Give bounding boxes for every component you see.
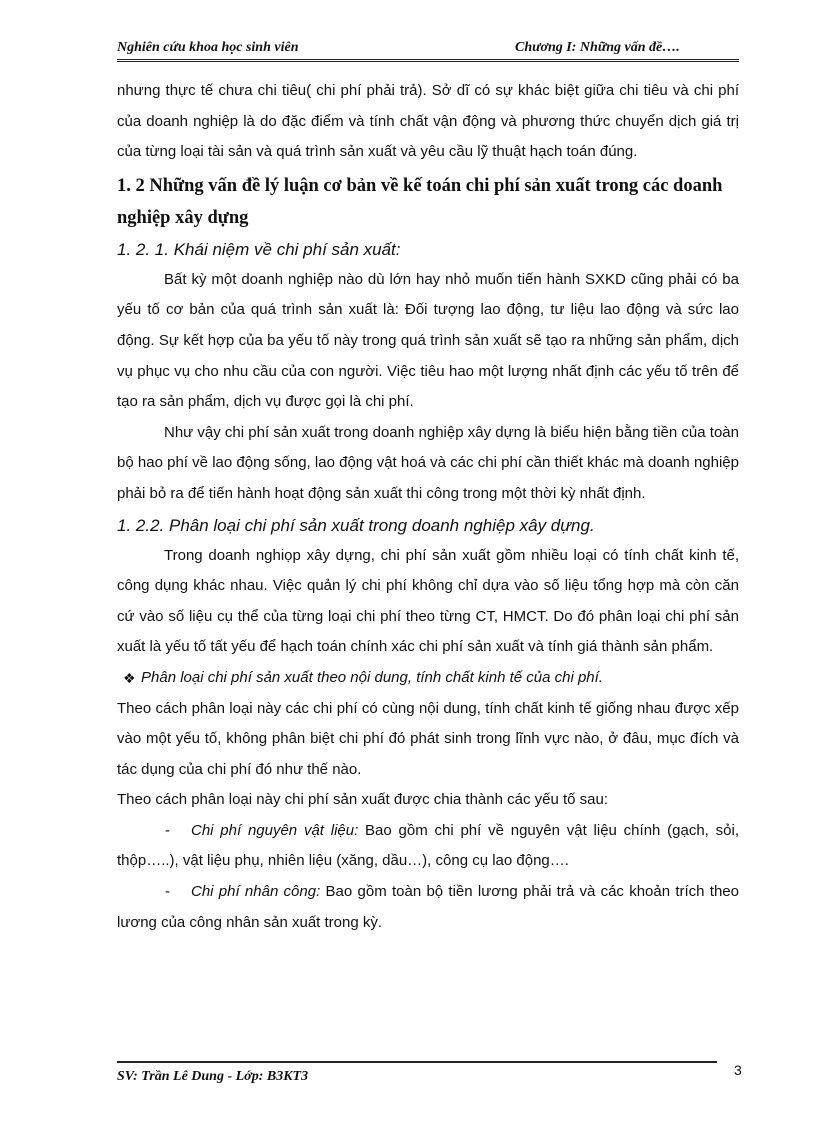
footer-author: SV: Trần Lê Dung - Lớp: B3KT3 [117,1069,309,1084]
bullet-item [117,663,739,694]
page-footer [117,1061,717,1091]
paragraph-list-intro: Theo cách phân loại này chi phí sản xuất được chia thành các yếu tố sau: [117,791,609,809]
footer-divider [117,1061,717,1063]
subsection-heading-classification: 1. 2.2. Phân loại chi phí sản xuất trong doanh nghiệp xây dựng. [117,515,595,535]
header-chapter: Chương I: Những vấn đề…. [515,40,680,55]
paragraph-method: Theo cách phân loại này các chi phí có cùng nội dung, tính chất kinh tế giống nhau được xếp vào một yếu tố, không phân biệt chi phí đó phát sinh trong lĩnh vực nào, ở đâu, mục đích và tác dụng của chi phí đó như thế nào. [117,699,739,778]
list-item-text: Bao gồm chi phí về nguyên vật liệu chính (gạch, sỏi, thộp…..), vật liệu phụ, nhiên liệu (xăng, dầu…), công cụ lao động…. [117,821,739,870]
dash-marker: - [165,821,170,839]
page-number: 3 [734,1062,742,1078]
header-title: Nghiên cứu khoa học sinh viên [117,40,299,55]
list-item-text: Bao gồm toàn bộ tiền lương phải trả và các khoản trích theo lương của công nhân sản xuất trong kỳ. [117,883,739,931]
section-heading: 1. 2 Những vấn đề lý luận cơ bản về kế toán chi phí sản xuất trong các doanh nghiệp xây dựng [117,175,723,228]
subsection-heading-concept: 1. 2. 1. Khái niệm về chi phí sản xuất: [117,239,401,259]
document-body [117,76,739,938]
page-header [117,38,739,62]
list-item-materials [117,816,739,877]
paragraph-definition: Bất kỳ một doanh nghiệp nào dù lớn hay nhỏ muốn tiến hành SXKD cũng phải có ba yếu tố cơ bản của quá trình sản xuất là: Đối tượng lao động, tư liệu lao động và sức lao động. Sự kết hợp của ba yếu tố này trong quá trình sản xuất sẽ tạo ra những sản phẩm, dịch vụ phục vụ cho nhu cầu của con người. Việc tiêu hao một lượng nhất định các yếu tố trên để tạo ra sản phẩm, dịch vụ được gọi là chi phí. [117,270,739,411]
paragraph-summary: Như vậy chi phí sản xuất trong doanh nghiệp xây dựng là biểu hiện bằng tiền của toàn bộ hao phí về lao động sống, lao động vật hoá và các chi phí cần thiết khác mà doanh nghiệp phải bỏ ra để tiến hành hoạt động sản xuất thi công trong một thời kỳ nhất định. [117,423,739,502]
list-item-label: Chi phí nguyên vật liệu: [191,821,359,839]
dash-marker: - [165,883,170,901]
paragraph-continued: nhưng thực tế chưa chi tiêu( chi phí phải trả). Sở dĩ có sự khác biệt giữa chi tiêu và chi phí của doanh nghiệp là do đặc điểm và tính chất vận động và phương thức chuyển dịch giá trị của từng loại tài sản và quá trình sản xuất và yêu cầu lỹ thuật hạch toán đúng. [117,82,739,161]
paragraph-classification: Trong doanh nghiọp xây dựng, chi phí sản xuất gồm nhiều loại có tính chất kinh tế, công dụng khác nhau. Việc quản lý chi phí không chỉ dựa vào số liệu tổng hợp mà còn căn cứ vào số liệu cụ thể của từng loại chi phí theo từng CT, HMCT. Do đó phân loại chi phí sản xuất là yếu tố tất yếu để hạch toán chính xác chi phí sản xuất và tính giá thành sản phẩm. [117,546,739,656]
bullet-text: Phân loại chi phí sản xuất theo nội dung, tính chất kinh tế của chi phí. [141,668,603,686]
list-item-labor [117,877,739,938]
list-item-label: Chi phí nhân công: [191,883,321,901]
diamond-bullet-icon: ❖ [123,669,136,686]
header-divider [117,59,739,62]
